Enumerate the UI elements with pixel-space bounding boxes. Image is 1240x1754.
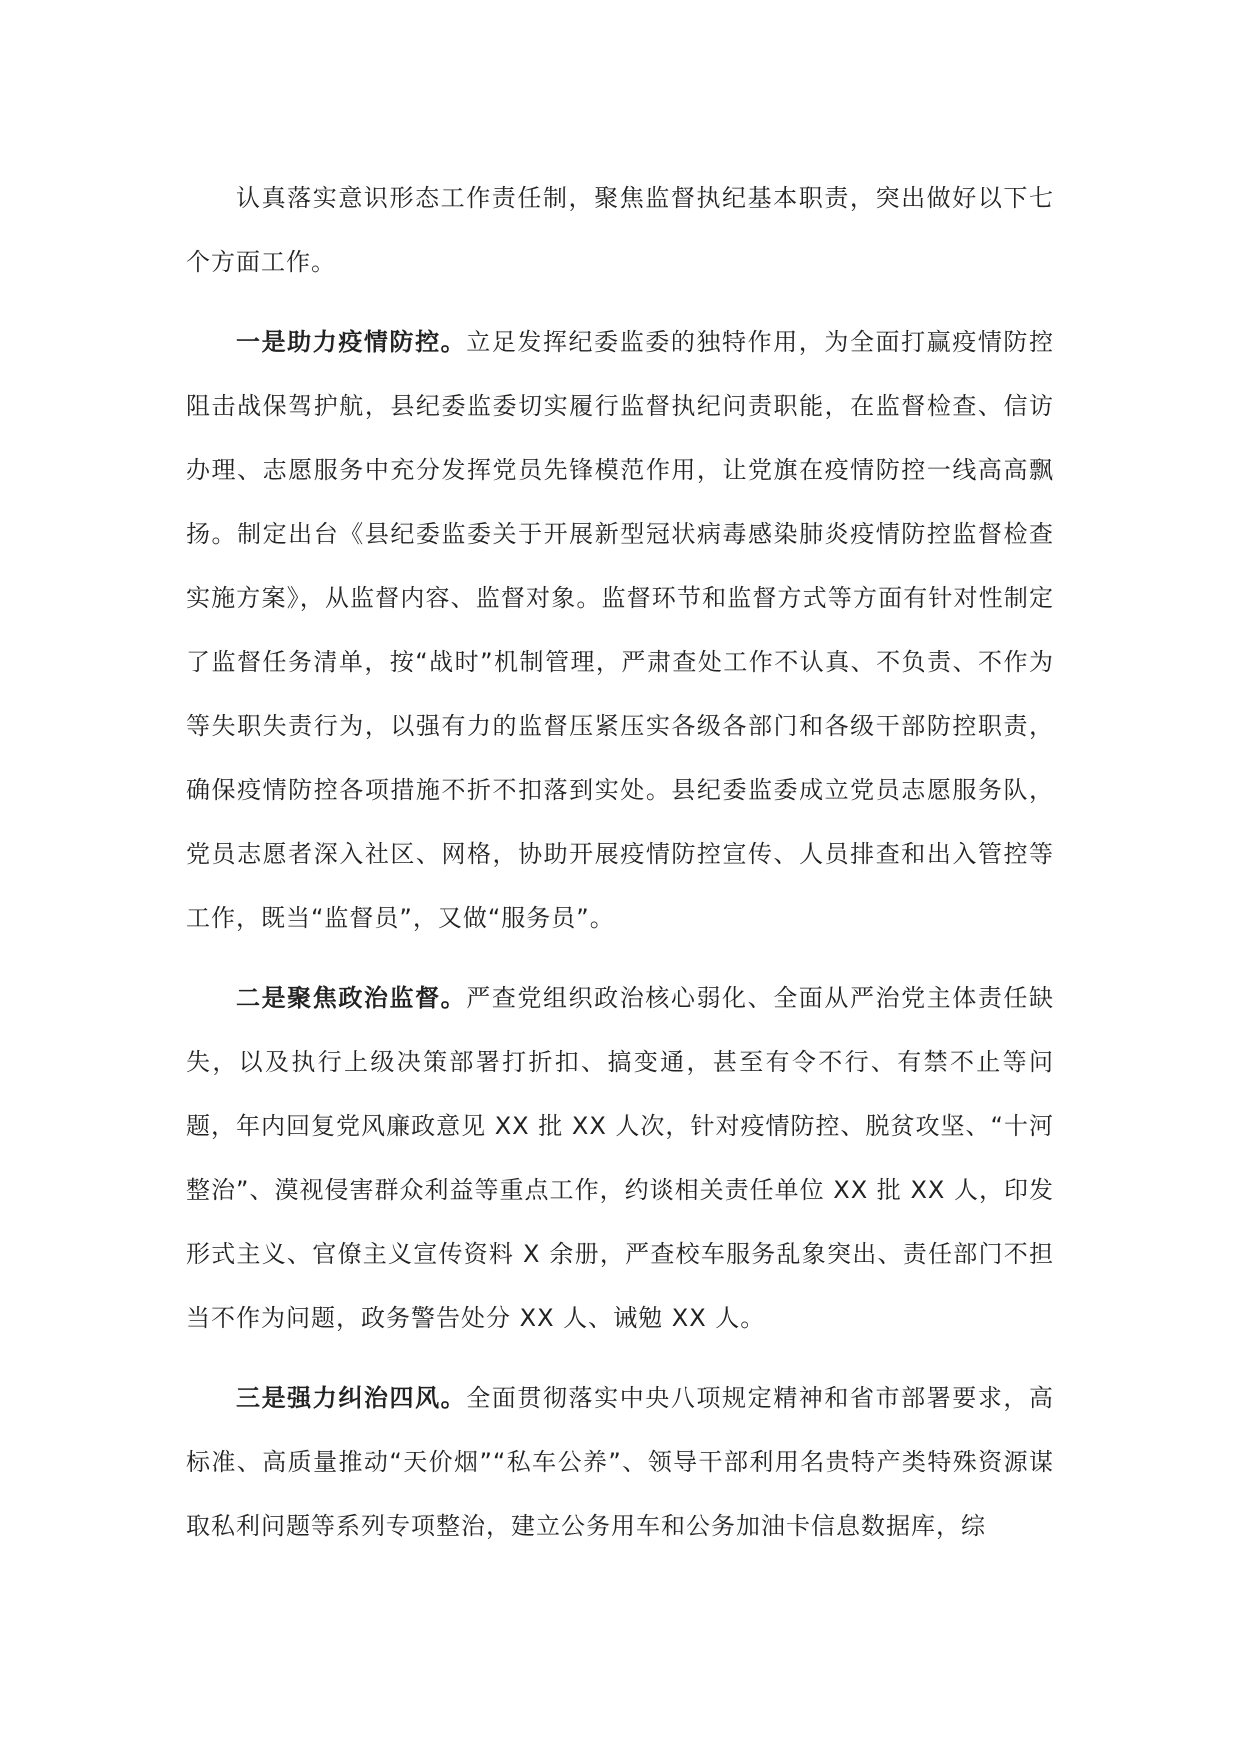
paragraph-lead: 二是聚焦政治监督。 <box>236 984 467 1012</box>
paragraph-political-supervision <box>186 966 1054 1350</box>
paragraph-lead: 三是强力纠治四风。 <box>236 1384 467 1412</box>
paragraph-text: 认真落实意识形态工作责任制，聚焦监督执纪基本职责，突出做好以下七个方面工作。 <box>186 184 1054 276</box>
paragraph-intro <box>186 166 1054 294</box>
paragraph-text: 严查党组织政治核心弱化、全面从严治党主体责任缺失，以及执行上级决策部署打折扣、搞变通，甚至有令不行、有禁不止等问题，年内回复党风廉政意见 XX 批 XX 人次，针对疫情防控、脱贫攻坚、“十河整治”、漠视侵害群众利益等重点工作，约谈相关责任单位 XX 批 XX 人，印发形式主义、官僚主义宣传资料 X 余册，严查校车服务乱象突出、责任部门不担当不作为问题，政务警告处分 XX 人、诫勉 XX 人。 <box>186 984 1055 1332</box>
document-body <box>186 166 1054 1574</box>
paragraph-four-winds <box>186 1366 1054 1558</box>
paragraph-epidemic-control <box>186 310 1054 950</box>
paragraph-lead: 一是助力疫情防控。 <box>236 328 467 356</box>
paragraph-text: 全面贯彻落实中央八项规定精神和省市部署要求，高标准、高质量推动“天价烟”“私车公养”、领导干部利用名贵特产类特殊资源谋取私利问题等系列专项整治，建立公务用车和公务加油卡信息数据库，综 <box>186 1384 1055 1540</box>
paragraph-text: 立足发挥纪委监委的独特作用，为全面打赢疫情防控阻击战保驾护航，县纪委监委切实履行监督执纪问责职能，在监督检查、信访办理、志愿服务中充分发挥党员先锋模范作用，让党旗在疫情防控一线高高飘扬。制定出台《县纪委监委关于开展新型冠状病毒感染肺炎疫情防控监督检查实施方案》，从监督内容、监督对象。监督环节和监督方式等方面有针对性制定了监督任务清单，按“战时”机制管理，严肃查处工作不认真、不负责、不作为等失职失责行为，以强有力的监督压紧压实各级各部门和各级干部防控职责，确保疫情防控各项措施不折不扣落到实处。县纪委监委成立党员志愿服务队，党员志愿者深入社区、网格，协助开展疫情防控宣传、人员排查和出入管控等工作，既当“监督员”，又做“服务员”。 <box>186 328 1055 932</box>
